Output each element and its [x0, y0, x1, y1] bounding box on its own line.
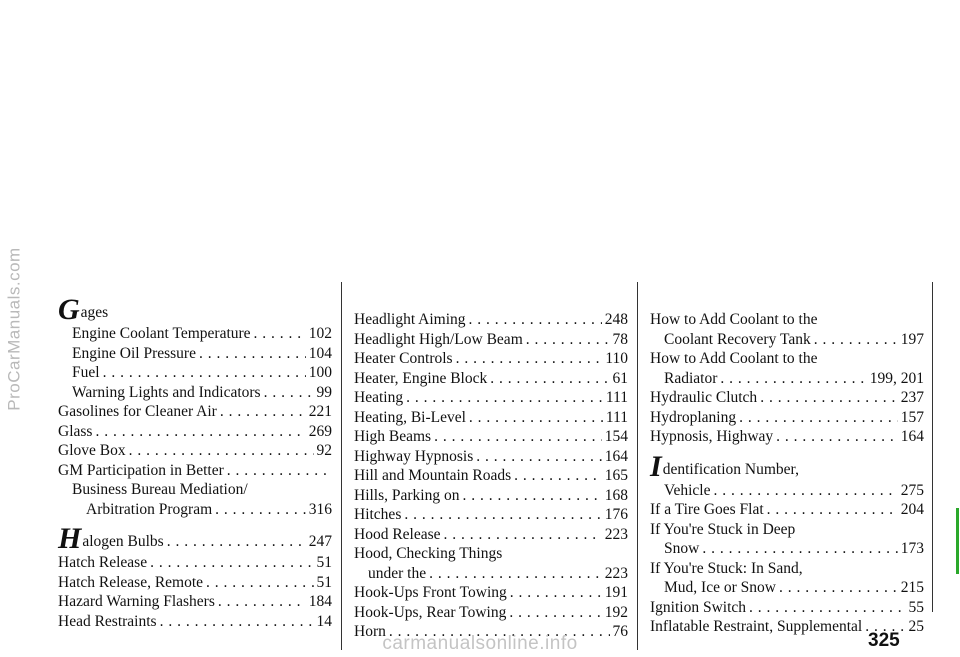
- dot-leader: [814, 330, 898, 350]
- entry-label: If You're Stuck in Deep: [650, 520, 796, 538]
- index-entry: [354, 466, 628, 486]
- dot-leader: [720, 369, 866, 389]
- dot-leader: [199, 344, 306, 364]
- entry-page: 110: [605, 350, 628, 367]
- entry-page: 247: [308, 533, 332, 550]
- index-entry: [58, 363, 332, 383]
- index-entry: [650, 349, 924, 369]
- entry-label: Heating: [354, 389, 404, 406]
- dot-leader: [95, 422, 305, 442]
- entry-label: Hood Release: [354, 525, 441, 543]
- dot-leader: [150, 553, 313, 573]
- dot-leader: [702, 539, 897, 559]
- index-entry: [650, 310, 924, 330]
- entry-page: 111: [605, 389, 628, 406]
- dot-leader: [490, 369, 609, 389]
- index-entry: [650, 481, 924, 501]
- entry-label: Heater, Engine Block: [354, 369, 488, 387]
- entry-page: 237: [900, 389, 924, 406]
- index-entry: [354, 388, 628, 408]
- index-entry: [650, 330, 924, 350]
- edge-marker: [956, 508, 959, 574]
- index-entry: [58, 592, 332, 612]
- entry-page: 51: [316, 573, 332, 591]
- index-entry: [58, 612, 332, 632]
- entry-label: Heater Controls: [354, 350, 453, 367]
- entry-page: 100: [308, 364, 332, 381]
- letter-heading: [58, 522, 332, 555]
- entry-label: Snow: [664, 540, 700, 557]
- index-entry: [58, 480, 332, 500]
- entry-page: 204: [900, 501, 924, 518]
- index-entry: [58, 573, 332, 593]
- entry-page: 316: [308, 500, 332, 518]
- index-entry: [354, 486, 628, 506]
- entry-page: 197: [900, 330, 924, 348]
- index-entry: [650, 559, 924, 579]
- dot-leader: [713, 481, 897, 501]
- dot-leader: [469, 408, 603, 428]
- entry-label: Hook-Ups Front Towing: [354, 584, 507, 601]
- entry-label: Hook-Ups, Rear Towing: [354, 603, 507, 621]
- entry-page: 99: [316, 383, 332, 401]
- entry-page: 221: [308, 403, 332, 420]
- entry-page: 176: [604, 506, 628, 523]
- entry-page: 269: [308, 422, 332, 440]
- entry-label: Vehicle: [664, 481, 711, 499]
- dot-leader: [103, 363, 306, 383]
- entry-page: 157: [900, 408, 924, 426]
- index-entry: [354, 505, 628, 525]
- entry-label: Hydraulic Clutch: [650, 389, 758, 406]
- entry-label: Engine Coolant Temperature: [72, 325, 251, 342]
- entry-page: 248: [604, 311, 628, 328]
- index-entry: [58, 383, 332, 403]
- index-entry: [354, 349, 628, 369]
- dot-leader: [776, 427, 898, 447]
- entry-label: Glass: [58, 422, 93, 440]
- entry-label: Business Bureau Mediation/: [72, 481, 248, 498]
- entry-page: 55: [908, 598, 924, 616]
- dot-leader: [254, 324, 306, 344]
- entry-label: Hill and Mountain Roads: [354, 467, 512, 484]
- index-entry: [354, 603, 628, 623]
- entry-label: High Beams: [354, 428, 432, 445]
- index-entry: [354, 427, 628, 447]
- entry-page: 184: [308, 593, 332, 610]
- entry-label: Engine Oil Pressure: [72, 344, 196, 362]
- entry-label: Inflatable Restraint, Supplemental: [650, 618, 863, 635]
- drop-initial: G: [58, 293, 80, 326]
- letter-heading: [650, 449, 924, 483]
- dot-leader: [444, 525, 602, 545]
- entry-page: 76: [612, 623, 628, 640]
- index-entry: [354, 330, 628, 350]
- index-entry: [354, 583, 628, 603]
- entry-page: 104: [308, 344, 332, 362]
- index-entry: [58, 324, 332, 344]
- dot-leader: [404, 505, 601, 525]
- dot-leader: [476, 447, 601, 467]
- entry-label: GM Participation in Better: [58, 461, 224, 479]
- dot-leader: [510, 583, 602, 603]
- dot-leader: [456, 349, 603, 369]
- index-entry: [58, 500, 332, 520]
- entry-page: 192: [604, 603, 628, 621]
- heading-text: [650, 449, 799, 483]
- dot-leader: [434, 427, 602, 447]
- index-entry: [650, 578, 924, 598]
- entry-label: If You're Stuck: In Sand,: [650, 559, 803, 577]
- index-entry: [58, 344, 332, 364]
- index-entry: [650, 500, 924, 520]
- entry-page: 215: [900, 579, 924, 596]
- side-watermark-text: ProCarManuals.com: [5, 246, 25, 411]
- entry-page: 51: [316, 554, 332, 571]
- entry-label: Mud, Ice or Snow: [664, 579, 776, 596]
- dot-leader: [215, 500, 306, 520]
- dot-leader: [509, 603, 601, 623]
- index-entry: [650, 408, 924, 428]
- entry-label: Hazard Warning Flashers: [58, 593, 215, 610]
- index-entry: [354, 310, 628, 330]
- entry-label: If a Tire Goes Flat: [650, 501, 764, 518]
- page-number: 325: [868, 630, 900, 651]
- entry-label: Hypnosis, Highway: [650, 428, 774, 445]
- dot-leader: [767, 500, 898, 520]
- index-entry: [58, 441, 332, 461]
- entry-page: 25: [908, 618, 924, 635]
- dot-leader: [264, 383, 314, 403]
- heading-rest: alogen Bulbs: [82, 533, 164, 550]
- index-entry: [58, 402, 332, 422]
- entry-page: 173: [900, 540, 924, 557]
- entry-page: 102: [308, 325, 332, 342]
- entry-page: 168: [604, 486, 628, 504]
- dot-leader: [514, 466, 602, 486]
- entry-label: Radiator: [664, 369, 718, 387]
- entry-label: Gasolines for Cleaner Air: [58, 403, 217, 420]
- column-divider-middle: [637, 282, 638, 650]
- entry-label: Coolant Recovery Tank: [664, 330, 811, 348]
- entry-label: Fuel: [72, 364, 100, 381]
- index-entry: [650, 388, 924, 408]
- index-entry: [650, 520, 924, 540]
- entry-page: 275: [900, 481, 924, 499]
- entry-page: 191: [604, 584, 628, 601]
- entry-label: Glove Box: [58, 442, 126, 459]
- index-entry: [354, 369, 628, 389]
- entry-label: under the: [368, 564, 427, 582]
- dot-leader: [206, 573, 313, 593]
- entry-label: Hills, Parking on: [354, 486, 460, 504]
- index-entry: [354, 564, 628, 584]
- dot-leader: [749, 598, 905, 618]
- entry-label: Warning Lights and Indicators: [72, 383, 261, 401]
- entry-page: 154: [604, 428, 628, 445]
- entry-page: 164: [604, 447, 628, 465]
- letter-heading: [58, 293, 332, 326]
- dot-leader: [160, 612, 314, 632]
- entry-label: Hitches: [354, 506, 402, 523]
- entry-label: Head Restraints: [58, 612, 157, 630]
- index-column-3: [650, 310, 924, 637]
- index-entry: [354, 447, 628, 467]
- heading-text: [58, 293, 109, 326]
- index-entry: [354, 525, 628, 545]
- heading-rest: dentification Number,: [662, 460, 799, 478]
- index-entry: [354, 408, 628, 428]
- entry-label: Heating, Bi-Level: [354, 408, 466, 426]
- entry-label: Horn: [354, 623, 386, 640]
- entry-page: 92: [316, 442, 332, 459]
- index-entry: [354, 544, 628, 564]
- dot-leader: [463, 486, 602, 506]
- dot-leader: [227, 461, 329, 481]
- index-entry: [650, 539, 924, 559]
- entry-page: 78: [612, 330, 628, 348]
- index-column-2: [354, 310, 628, 642]
- index-column-1: [58, 293, 332, 631]
- entry-label: Headlight High/Low Beam: [354, 330, 523, 348]
- column-divider-right: [932, 282, 933, 612]
- dot-leader: [406, 388, 603, 408]
- side-watermark: [0, 0, 30, 657]
- dot-leader: [220, 402, 306, 422]
- drop-initial: H: [58, 522, 82, 555]
- index-entry: [58, 553, 332, 573]
- footer-watermark: carmanualsonline.info: [382, 633, 578, 654]
- entry-page: 223: [604, 564, 628, 582]
- entry-label: Hatch Release, Remote: [58, 573, 204, 591]
- dot-leader: [469, 310, 602, 330]
- entry-label: Hood, Checking Things: [354, 545, 503, 562]
- entry-page: 14: [316, 612, 332, 630]
- index-entry: [650, 427, 924, 447]
- index-entry: [650, 598, 924, 618]
- dot-leader: [779, 578, 898, 598]
- heading-text: [58, 522, 164, 555]
- entry-page: 199, 201: [869, 369, 924, 387]
- entry-label: How to Add Coolant to the: [650, 311, 818, 328]
- entry-label: Headlight Aiming: [354, 311, 466, 328]
- drop-initial: I: [650, 449, 662, 483]
- entry-label: How to Add Coolant to the: [650, 350, 818, 367]
- dot-leader: [526, 330, 610, 350]
- dot-leader: [429, 564, 602, 584]
- index-entry: [58, 461, 332, 481]
- dot-leader: [129, 441, 314, 461]
- entry-label: Highway Hypnosis: [354, 447, 474, 465]
- entry-label: Arbitration Program: [86, 500, 213, 518]
- entry-page: 61: [612, 369, 628, 387]
- index-entry: [650, 369, 924, 389]
- entry-page: 164: [900, 428, 924, 445]
- index-entry: [58, 422, 332, 442]
- entry-page: 111: [605, 408, 628, 426]
- entry-label: Hatch Release: [58, 554, 148, 571]
- dot-leader: [167, 532, 306, 552]
- entry-page: 165: [604, 467, 628, 484]
- dot-leader: [739, 408, 898, 428]
- heading-rest: ages: [80, 304, 109, 321]
- column-divider-left: [341, 282, 342, 650]
- dot-leader: [760, 388, 898, 408]
- entry-page: 223: [604, 525, 628, 543]
- dot-leader: [218, 592, 306, 612]
- entry-label: Ignition Switch: [650, 598, 747, 616]
- entry-label: Hydroplaning: [650, 408, 737, 426]
